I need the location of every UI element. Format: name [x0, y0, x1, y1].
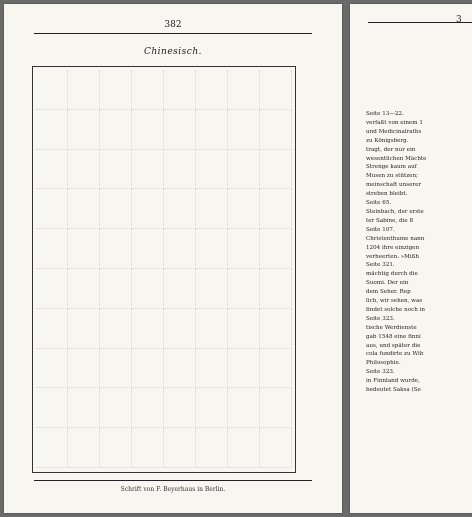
character-cell: [228, 428, 260, 468]
character-cell: [228, 70, 260, 110]
text-line: dem Seher. Rep: [366, 289, 411, 296]
character-cell: [100, 110, 132, 150]
character-cell: [68, 189, 100, 229]
character-cell: [164, 428, 196, 468]
character-cell: [196, 150, 228, 190]
character-table: [36, 70, 292, 468]
header-rule: [34, 33, 312, 34]
text-line: cola fundirte zu Wib: [366, 351, 424, 358]
text-line: bedeutet Saksa (Se: [366, 387, 421, 394]
character-cell: [132, 229, 164, 269]
character-cell: [132, 349, 164, 389]
character-cell: [228, 150, 260, 190]
text-line: 1204 ihre einzigen: [366, 244, 420, 251]
character-cell: [132, 110, 164, 150]
character-cell: [196, 189, 228, 229]
page-number: 382: [164, 20, 182, 30]
text-line: ter Sabine, die 8: [366, 217, 414, 224]
text-line: tische Werdienste: [366, 324, 417, 331]
character-cell: [164, 150, 196, 190]
character-cell: [36, 309, 68, 349]
character-cell: [164, 388, 196, 428]
character-cell: [228, 189, 260, 229]
text-line: und Medicinalraths: [366, 128, 422, 135]
character-cell: [228, 309, 260, 349]
text-line: Seite 321.: [366, 262, 395, 269]
character-cell: [228, 229, 260, 269]
character-cell: [100, 349, 132, 389]
character-cell: [132, 150, 164, 190]
left-page: [4, 4, 342, 513]
character-cell: [100, 229, 132, 269]
character-cell: [68, 269, 100, 309]
text-line: Seite 13—22.: [366, 111, 404, 117]
character-cell: [36, 428, 68, 468]
character-cell: [164, 349, 196, 389]
character-cell: [196, 428, 228, 468]
character-cell: [260, 428, 292, 468]
character-cell: [100, 269, 132, 309]
text-line: wesentlichen Mächte: [366, 155, 427, 162]
character-cell: [132, 388, 164, 428]
text-line: Suomi. Der ein: [366, 280, 409, 287]
footer-rule: [34, 480, 312, 481]
character-cell: [164, 309, 196, 349]
character-cell: [196, 110, 228, 150]
character-cell: [68, 388, 100, 428]
text-line: Christenthume nann: [366, 235, 425, 242]
character-cell: [260, 388, 292, 428]
text-line: verheerten. »Mißh: [366, 253, 420, 260]
right-page: [350, 4, 472, 513]
text-line: Seite 65.: [366, 200, 392, 207]
character-cell: [36, 229, 68, 269]
page-heading: Chinesisch.: [144, 47, 202, 57]
character-cell: [196, 70, 228, 110]
character-cell: [36, 388, 68, 428]
character-cell: [36, 150, 68, 190]
right-page-number: 3: [456, 15, 462, 25]
text-line: in Finnland wurde,: [366, 378, 420, 385]
character-cell: [260, 110, 292, 150]
character-cell: [100, 70, 132, 110]
character-cell: [260, 269, 292, 309]
character-cell: [260, 70, 292, 110]
character-cell: [196, 388, 228, 428]
character-cell: [260, 150, 292, 190]
character-cell: [196, 309, 228, 349]
character-cell: [100, 388, 132, 428]
character-cell: [228, 388, 260, 428]
right-page-text: [362, 110, 472, 395]
character-cell: [100, 189, 132, 229]
text-line: gab 1548 eine finni: [366, 333, 421, 340]
character-cell: [68, 428, 100, 468]
text-line: findet solche noch in: [366, 306, 425, 313]
character-cell: [132, 269, 164, 309]
character-cell: [132, 189, 164, 229]
text-line: Seite 107.: [366, 226, 395, 233]
character-cell: [36, 269, 68, 309]
text-line: verfaßt von einem 1: [366, 119, 423, 126]
text-line: Seite 323.: [366, 369, 395, 376]
character-cell: [260, 229, 292, 269]
character-cell: [164, 229, 196, 269]
character-cell: [196, 349, 228, 389]
printer-footer: Schrift von F. Beyerhaus in Berlin.: [120, 486, 226, 493]
text-line: Steinbach, der erste: [366, 208, 424, 215]
character-cell: [228, 110, 260, 150]
character-cell: [164, 110, 196, 150]
character-cell: [260, 309, 292, 349]
character-cell: [164, 70, 196, 110]
text-line: Musen zu stützen;: [366, 173, 418, 180]
character-cell: [228, 269, 260, 309]
text-line: aus, und später die: [366, 342, 421, 349]
text-line: streben bleibt.: [366, 191, 408, 198]
character-cell: [164, 269, 196, 309]
text-line: Strenge kaum auf: [366, 164, 417, 171]
text-line: tragt, der nur ein: [366, 146, 416, 153]
character-cell: [68, 229, 100, 269]
character-cell: [36, 110, 68, 150]
text-line: zu Königsberg.: [366, 137, 409, 144]
character-cell: [100, 150, 132, 190]
character-cell: [132, 309, 164, 349]
character-cell: [68, 349, 100, 389]
character-cell: [100, 428, 132, 468]
character-cell: [228, 349, 260, 389]
character-cell: [260, 349, 292, 389]
character-cell: [68, 150, 100, 190]
character-cell: [100, 309, 132, 349]
text-line: Philosophie.: [366, 360, 401, 367]
character-cell: [164, 189, 196, 229]
character-cell: [36, 70, 68, 110]
text-line: meinschaft unserer: [366, 182, 422, 189]
character-cell: [68, 309, 100, 349]
character-cell: [132, 70, 164, 110]
character-cell: [196, 269, 228, 309]
character-cell: [132, 428, 164, 468]
character-cell: [36, 189, 68, 229]
text-line: lich, wir sehen, was: [366, 298, 423, 305]
character-cell: [196, 229, 228, 269]
character-cell: [68, 70, 100, 110]
text-line: Seite 323.: [366, 315, 395, 322]
text-line: mächtig durch die: [366, 271, 418, 278]
character-cell: [36, 349, 68, 389]
character-cell: [260, 189, 292, 229]
character-cell: [68, 110, 100, 150]
